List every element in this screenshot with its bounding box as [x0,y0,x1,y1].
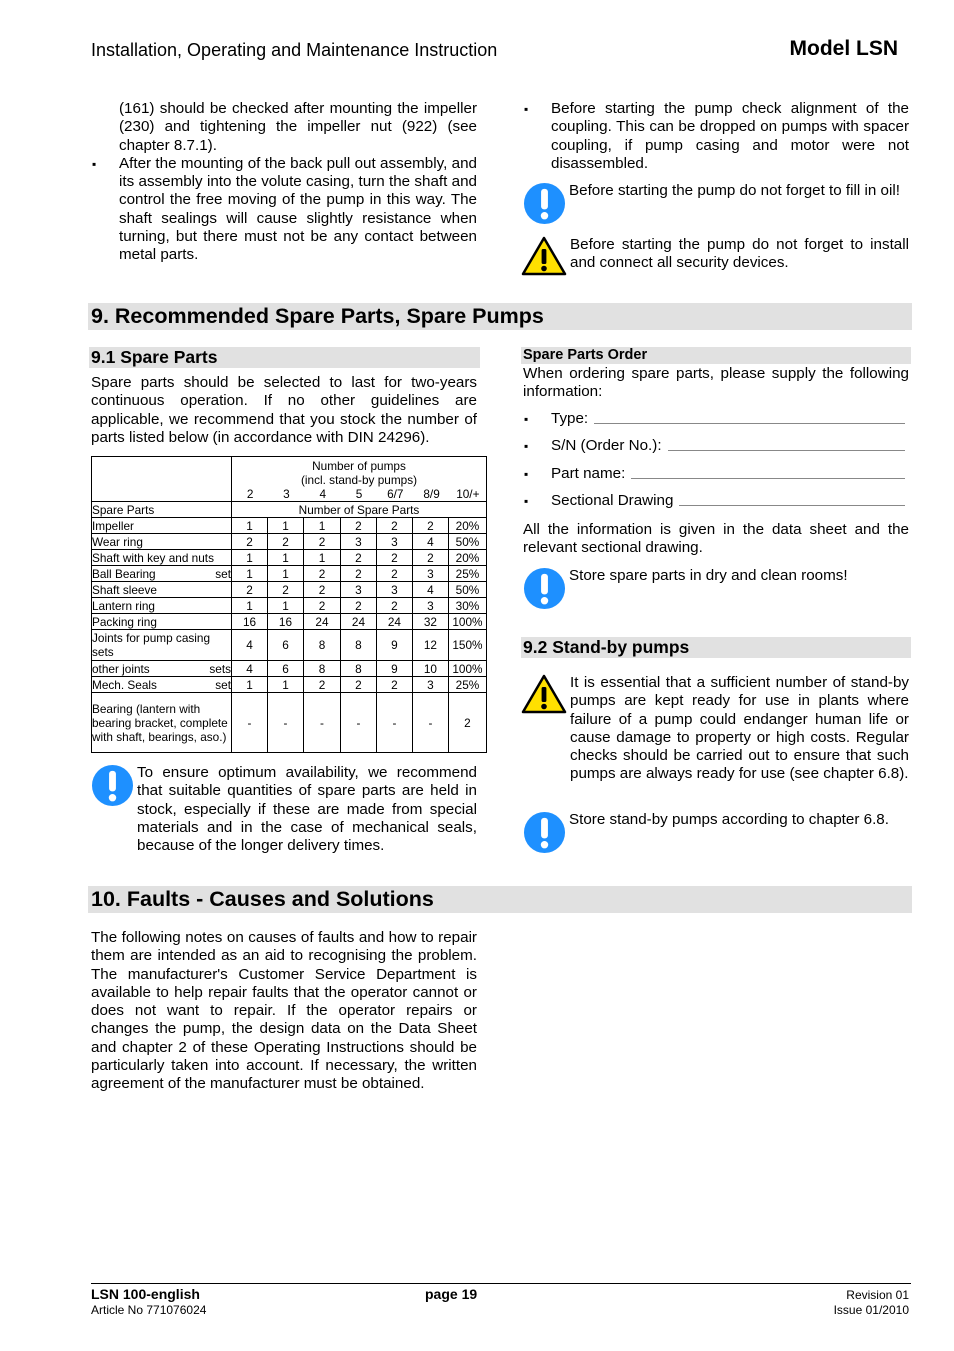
quantity-cell: 32 [412,614,448,630]
quantity-cell: 8 [340,661,376,677]
warning-triangle-icon [521,236,567,276]
table-row [92,630,487,661]
footer-issue: Issue 01/2010 [833,1303,909,1317]
quantity-cell: 2 [303,582,340,598]
alignment-bullet: ▪ Before starting the pump check alignment of the coupling. This can be dropped on pumps with spacer coupling, if pump casing and motor were not disassembled. [523,100,909,173]
pumps-header-line1: Number of pumps [312,459,406,473]
order-field-label: ▪ Sectional Drawing [551,492,674,510]
quantity-cell: 2 [376,598,412,614]
table-row [92,566,487,582]
order-field [523,410,905,428]
table-row [92,534,487,550]
storage-note [523,567,909,610]
quantity-cell: 24 [303,614,340,630]
quantity-cell: 4 [232,630,268,661]
quantity-cell: 3 [376,534,412,550]
part-unit: set [215,566,232,581]
quantity-cell: 2 [376,677,412,693]
quantity-cell: 8 [340,630,376,661]
quantity-cell: 2 [412,518,448,534]
continued-text: (161) should be checked after mounting the impeller (230) and tightening the impeller nut (922) (see chapter 8.7.1). [119,100,477,154]
section-10-title: 10. Faults - Causes and Solutions [88,886,912,913]
part-name-cell: Packing ring [92,614,232,630]
quantity-cell: - [412,693,448,753]
security-warning [521,236,909,276]
faults-intro: The following notes on causes of faults and how to repair them are intended as an aid to recognising the problem. The manufacturer's Customer Service Department is available to help repair faults that the operator cannot or does not want to repair. If the operator repairs or changes the pump, the design data on the Data Sheet and chapter 2 of these Operating Instructions should be particularly taken into account. If necessary, the written agreement of the manufacturer must be obtained. [91,929,477,1093]
top-right-block [523,100,909,173]
quantity-cell: 3 [412,677,448,693]
part-name-cell: Bearing (lantern with bearing bracket, complete with shaft, bearings, aso.) [92,693,232,753]
quantity-cell: 50% [448,582,486,598]
part-name-cell [92,677,232,693]
oil-note-text: Before starting the pump do not forget to fill in oil! [569,182,900,199]
standby-note-text: Store stand-by pumps according to chapter 6.8. [569,811,889,828]
part-name: other joints [92,661,150,676]
quantity-cell: 2 [303,598,340,614]
quantity-cell: 100% [448,661,486,677]
oil-note [523,182,909,225]
table-row [92,598,487,614]
quantity-cell: 1 [268,566,304,582]
quantity-cell: 2 [268,582,304,598]
quantity-cell: 25% [448,677,486,693]
quantity-cell: 1 [268,550,304,566]
part-name-cell [92,566,232,582]
quantity-cell: 12 [412,630,448,661]
quantity-cell: - [232,693,268,753]
standby-warning-text: It is essential that a sufficient number of stand-by pumps are kept ready for use in plants where failure of a pump could endanger human life or cause damage to property or high costs. Regular checks should be carried out to ensure that such pumps are always ready for use (see chapter 6.8). [570,674,909,783]
order-field-blank [668,449,905,451]
quantity-cell: 1 [232,518,268,534]
quantity-cell: 6 [268,630,304,661]
info-exclamation-icon [91,764,134,807]
quantity-cell: 24 [376,614,412,630]
spare-parts-table [91,456,487,753]
quantity-cell: 2 [340,566,376,582]
info-exclamation-icon [523,182,566,225]
quantity-cell: 1 [268,677,304,693]
quantity-cell: 1 [303,550,340,566]
footer-doc: LSN 100-english [91,1286,200,1302]
quantity-cell: 30% [448,598,486,614]
pumps-header-line2: (incl. stand-by pumps) [300,473,418,487]
pump-count-label: 6/7 [387,487,404,501]
quantity-cell: 3 [340,582,376,598]
spare-parts-order-title: Spare Parts Order [521,347,911,364]
quantity-cell: 2 [303,566,340,582]
spare-parts-intro: Spare parts should be selected to last for two-years continuous operation. If no other guidelines are applicable, we recommend that you stock the number of parts listed below (in accordance with DIN 24296). [91,374,477,446]
order-field-label: ▪ Type: [551,410,589,427]
quantity-cell: - [268,693,304,753]
quantity-cell: 2 [412,550,448,566]
part-unit: sets [209,661,232,676]
order-field [523,492,905,510]
footer-page: page 19 [425,1286,478,1302]
quantity-cell: 2 [340,518,376,534]
quantity-cell: 3 [340,534,376,550]
quantity-cell: 1 [232,598,268,614]
quantity-cell: 20% [448,550,486,566]
quantity-cell: 3 [376,582,412,598]
pump-count-label: 5 [355,487,363,501]
quantity-cell: 6 [268,661,304,677]
quantity-cell: 2 [376,550,412,566]
table-row [92,661,487,677]
footer-rule [91,1283,911,1284]
header-model: Model LSN [789,37,898,60]
quantity-cell: 100% [448,614,486,630]
order-field-blank [631,477,905,479]
part-name-cell [92,661,232,677]
quantity-cell: 3 [412,566,448,582]
quantity-cell: 8 [303,661,340,677]
table-row [92,693,487,753]
quantity-cell: 24 [340,614,376,630]
table-header-row [92,457,487,502]
footer-revision: Revision 01 [846,1288,909,1302]
order-field-label: ▪ Part name: [551,464,626,482]
quantity-cell: 10 [412,661,448,677]
footer-article: Article No 771076024 [91,1303,207,1317]
quantity-cell: 2 [340,677,376,693]
quantity-cell: 1 [268,518,304,534]
availability-note [91,764,477,855]
section-9-title: 9. Recommended Spare Parts, Spare Pumps [88,303,912,330]
quantity-cell: 2 [340,598,376,614]
section-9-1-title: 9.1 Spare Parts [89,347,480,368]
order-field-blank [594,422,905,424]
quantity-cell: 2 [376,566,412,582]
quantity-cell: 1 [232,550,268,566]
quantity-cell: 25% [448,566,486,582]
part-name-cell: Lantern ring [92,598,232,614]
quantity-cell: 16 [232,614,268,630]
storage-note-text: Store spare parts in dry and clean rooms! [569,567,848,584]
section-9-2-title: 9.2 Stand-by pumps [521,637,911,658]
quantity-cell: 3 [412,598,448,614]
table-row [92,582,487,598]
quantity-cell: 2 [303,534,340,550]
quantity-cell: - [376,693,412,753]
part-name: Mech. Seals [92,677,157,692]
quantity-cell: 50% [448,534,486,550]
quantity-cell: 9 [376,661,412,677]
spare-count-header: Number of Spare Parts [232,502,487,518]
warning-triangle-icon [521,674,567,714]
pump-count-label: 4 [319,487,326,501]
order-intro: When ordering spare parts, please supply the following information: [523,365,909,401]
pumps-header [232,457,487,502]
quantity-cell: 4 [412,534,448,550]
info-exclamation-icon [523,567,566,610]
header-title: Installation, Operating and Maintenance Instruction [91,40,498,60]
order-field-blank [679,504,905,506]
part-name-cell: Shaft sleeve [92,582,232,598]
quantity-cell: 4 [232,661,268,677]
quantity-cell: 2 [268,534,304,550]
quantity-cell: 2 [376,518,412,534]
spare-parts-col-header: Spare Parts [92,502,232,518]
part-name-cell: Wear ring [92,534,232,550]
quantity-cell: 1 [232,566,268,582]
pump-count-label: 10/+ [456,487,480,501]
order-after-text: All the information is given in the data sheet and the relevant sectional drawing. [523,521,909,557]
standby-warning [521,674,909,784]
standby-note [523,811,909,854]
quantity-cell: - [340,693,376,753]
order-field [523,437,905,455]
quantity-cell: 2 [232,534,268,550]
order-field-label: ▪ S/N (Order No.): [551,437,662,455]
quantity-cell: 2 [303,677,340,693]
order-form [523,410,905,520]
assembly-bullet: ▪ After the mounting of the back pull out assembly, and its assembly into the volute casing, turn the shaft and control the free moving of the pump in this way. The shaft sealings will cause slightly resistance when turning, but there must not be any contact between metal parts. [91,155,477,265]
part-name-cell: Shaft with key and nuts [92,550,232,566]
security-warning-text: Before starting the pump do not forget to install and connect all security devices. [570,236,909,272]
table-row [92,677,487,693]
quantity-cell: 9 [376,630,412,661]
pump-count-label: 8/9 [423,487,440,501]
table-subheader-row [92,502,487,518]
info-exclamation-icon [523,811,566,854]
quantity-cell: 2 [232,582,268,598]
quantity-cell: 20% [448,518,486,534]
quantity-cell: 1 [232,677,268,693]
table-row [92,550,487,566]
quantity-cell: 1 [268,598,304,614]
pump-count-label: 3 [283,487,290,501]
part-name-cell: Joints for pump casing sets [92,630,232,661]
part-unit: set [215,677,232,692]
quantity-cell: 4 [412,582,448,598]
quantity-cell: 150% [448,630,486,661]
order-field [523,465,905,483]
part-name-cell: Impeller [92,518,232,534]
quantity-cell: 2 [340,550,376,566]
quantity-cell: 8 [303,630,340,661]
availability-note-text: To ensure optimum availability, we recommend that suitable quantities of spare parts are held in stock, especially if these are made from special materials and in the case of mechanical seals, because of the longer delivery times. [137,764,477,855]
quantity-cell: 16 [268,614,304,630]
pump-count-label: 2 [246,487,254,501]
quantity-cell: - [303,693,340,753]
table-row [92,614,487,630]
top-left-block [91,100,477,265]
part-name: Ball Bearing [92,566,156,581]
table-row [92,518,487,534]
quantity-cell: 1 [303,518,340,534]
quantity-cell: 2 [448,693,486,753]
pump-count-labels [232,487,486,501]
